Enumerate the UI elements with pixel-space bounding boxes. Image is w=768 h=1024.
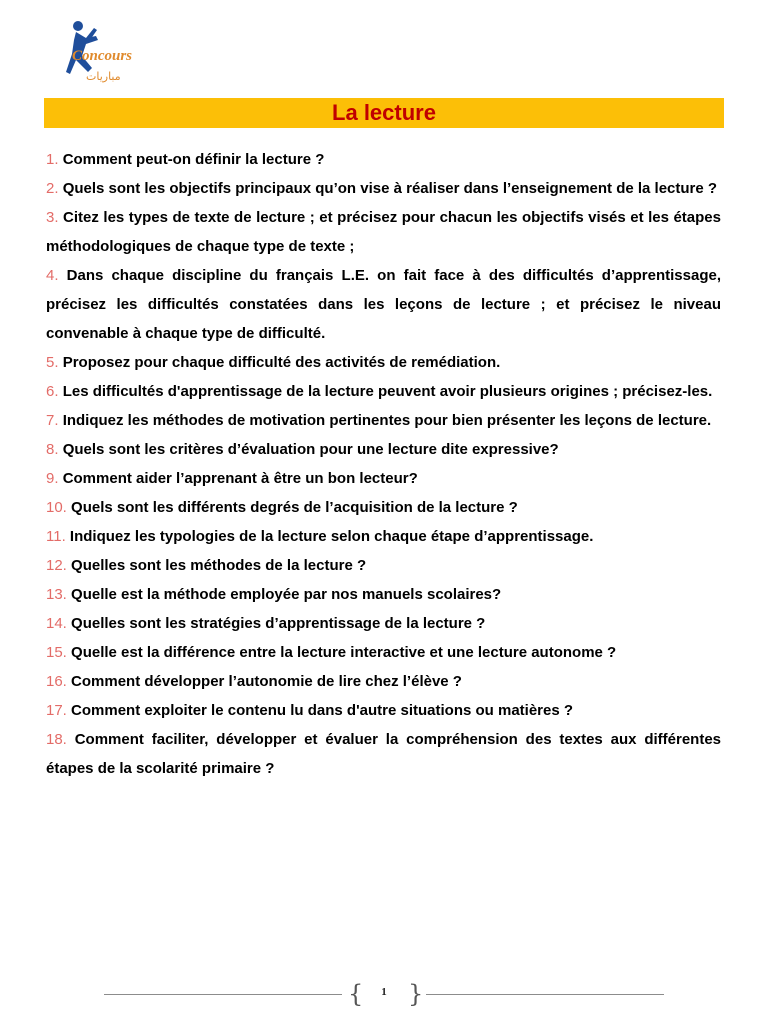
- question-item: [46, 261, 721, 348]
- footer-brace-right: }: [408, 980, 424, 1008]
- footer-brace-left: {: [348, 980, 364, 1008]
- question-text: Les difficultés d'apprentissage de la lecture peuvent avoir plusieurs origines ; précisez-les.: [62, 383, 713, 400]
- question-number: 16.: [46, 673, 67, 690]
- question-text: Comment aider l’apprenant à être un bon lecteur?: [62, 470, 418, 487]
- svg-text:Concours: Concours: [72, 48, 133, 64]
- question-text: Citez les types de texte de lecture ; et précisez pour chacun les objectifs visés et les étapes méthodologiques de chaque type de texte ;: [46, 209, 721, 255]
- title-banner: [44, 98, 724, 128]
- question-text: Quels sont les objectifs principaux qu’on vise à réaliser dans l’enseignement de la lecture ?: [62, 180, 718, 197]
- page-number: 1: [381, 986, 387, 998]
- question-text: Quelles sont les méthodes de la lecture ?: [71, 557, 367, 574]
- page-title: La lecture: [332, 100, 436, 125]
- question-text: Quelle est la méthode employée par nos manuels scolaires?: [71, 586, 502, 603]
- question-text: Dans chaque discipline du français L.E. on fait face à des difficultés d’apprentissage, précisez les difficultés constatées dans les leçons de lecture ; et précisez le niveau convenable à chaque type de difficulté.: [46, 267, 722, 342]
- question-item: [46, 551, 721, 580]
- concours-logo-graphic: [66, 18, 138, 86]
- page-footer: [0, 980, 768, 1010]
- question-item: [46, 348, 721, 377]
- question-list: [46, 145, 721, 783]
- question-item: [46, 406, 721, 435]
- question-item: [46, 522, 721, 551]
- question-text: Quels sont les différents degrés de l’acquisition de la lecture ?: [71, 499, 518, 516]
- question-number: 4.: [46, 267, 59, 284]
- svg-text:مباريات: مباريات: [86, 70, 121, 83]
- question-text: Comment faciliter, développer et évaluer la compréhension des textes aux différentes étapes de la scolarité primaire ?: [46, 731, 721, 777]
- question-item: [46, 464, 721, 493]
- question-text: Quelle est la différence entre la lecture interactive et une lecture autonome ?: [71, 644, 617, 661]
- question-item: [46, 493, 721, 522]
- question-text: Indiquez les typologies de la lecture selon chaque étape d’apprentissage.: [69, 528, 594, 545]
- question-number: 3.: [46, 209, 59, 226]
- footer-divider-left: [104, 994, 342, 995]
- question-text: Comment développer l’autonomie de lire chez l’élève ?: [71, 673, 462, 690]
- question-number: 2.: [46, 180, 59, 197]
- question-item: [46, 377, 721, 406]
- question-number: 11.: [46, 528, 66, 545]
- question-number: 10.: [46, 499, 67, 516]
- question-number: 14.: [46, 615, 67, 632]
- question-number: 8.: [46, 441, 59, 458]
- question-item: [46, 638, 721, 667]
- question-number: 9.: [46, 470, 59, 487]
- question-item: [46, 435, 721, 464]
- question-text: Quelles sont les stratégies d’apprentissage de la lecture ?: [71, 615, 486, 632]
- question-item: [46, 667, 721, 696]
- question-item: [46, 696, 721, 725]
- footer-divider-right: [426, 994, 664, 995]
- question-number: 12.: [46, 557, 67, 574]
- question-text: Quels sont les critères d’évaluation pour une lecture dite expressive?: [62, 441, 559, 458]
- question-text: Comment exploiter le contenu lu dans d'autre situations ou matières ?: [71, 702, 574, 719]
- question-item: [46, 145, 721, 174]
- question-text: Indiquez les méthodes de motivation pertinentes pour bien présenter les leçons de lecture.: [62, 412, 712, 429]
- question-number: 1.: [46, 151, 59, 168]
- question-number: 13.: [46, 586, 67, 603]
- concours-logo: [66, 18, 138, 86]
- question-item: [46, 203, 721, 261]
- question-text: Comment peut-on définir la lecture ?: [62, 151, 325, 168]
- question-number: 6.: [46, 383, 59, 400]
- question-item: [46, 174, 721, 203]
- question-text: Proposez pour chaque difficulté des activités de remédiation.: [62, 354, 501, 371]
- question-number: 17.: [46, 702, 67, 719]
- question-number: 5.: [46, 354, 59, 371]
- question-number: 7.: [46, 412, 59, 429]
- question-item: [46, 609, 721, 638]
- question-number: 15.: [46, 644, 67, 661]
- question-item: [46, 725, 721, 783]
- question-item: [46, 580, 721, 609]
- question-number: 18.: [46, 731, 67, 748]
